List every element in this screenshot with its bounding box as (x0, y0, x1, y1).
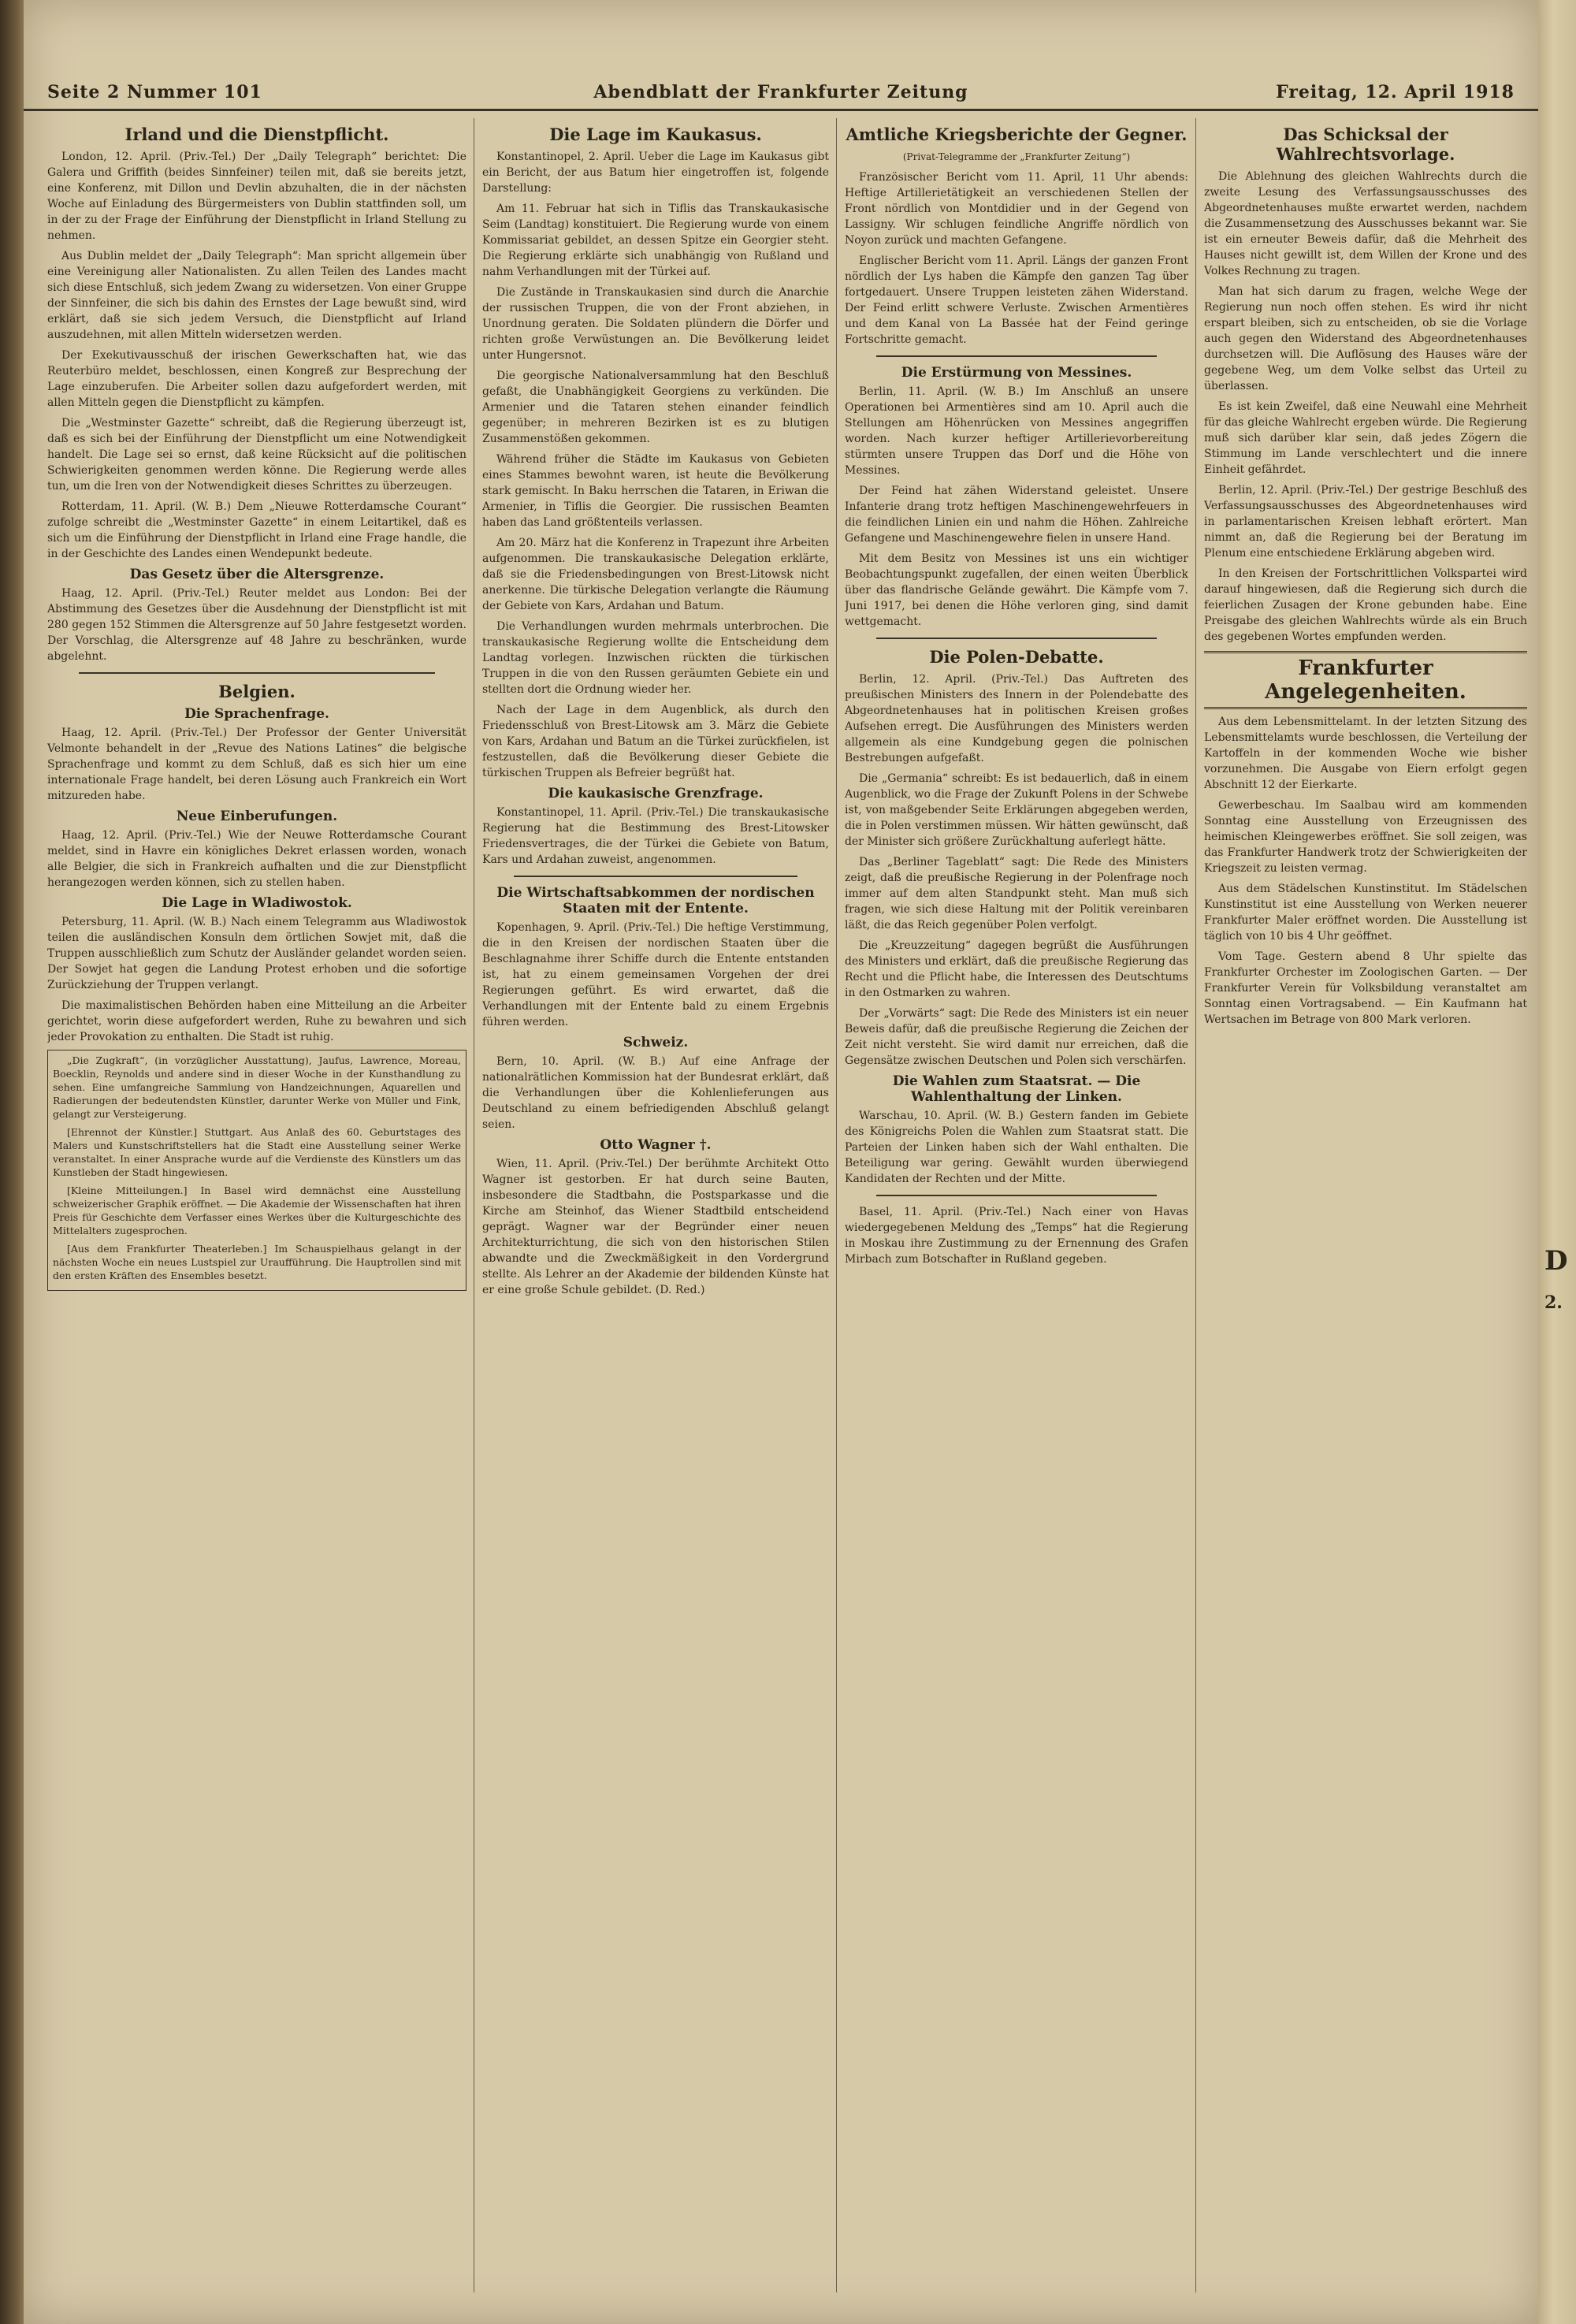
article-paragraph: Vom Tage. Gestern abend 8 Uhr spielte das Frankfurter Orchester im Zoologischen Garten. — Der Frankfurter Verein für Volksbildung veranstaltet am Sonntag einen Vortragsabend. — Ein Kaufmann hat Wertsachen im Betrage von 800 Mark verloren. (1204, 950, 1527, 1026)
article-paragraph: Aus Dublin meldet der „Daily Telegraph“: Man spricht allgemein über eine Vereinigung aller Nationalisten. Zu allen Teilen des Landes macht sich diese Entschluß, sich jedem Zwang zu widersetzen. Von einer Gruppe der Sinnfeiner, die sich bis dahin des Ernstes der Lage bewußt sind, wird erklärt, daß sie sich jedem Versuch, die Dienstpflicht auf Irland auszudehnen, mit allen Mitteln widersetzen werden. (47, 250, 466, 341)
article-headline: Die Polen-Debatte. (929, 647, 1104, 667)
article-paragraph: Mit dem Besitz von Messines ist uns ein wichtiger Beobachtungspunkt zugefallen, der einen weiten Überblick über das flandrische Gelände gewährt. Die Kämpfe vom 7. Juni 1917, bei denen die Höhe verloren ging, sind damit wettgemacht. (845, 552, 1188, 628)
article-paragraph: Die „Germania“ schreibt: Es ist bedauerlich, daß in einem Augenblick, wo die Frage der Zukunft Polens in der Schwebe ist, von maßgebender Seite Erklärungen abgegeben werden, die in Polen verstimmen müssen. Wir hätten gewünscht, daß der Minister sich größere Zurückhaltung auferlegt hätte. (845, 772, 1188, 848)
separator (876, 1195, 1157, 1196)
article-dateline: (Privat-Telegramme der „Frankfurter Zeitung“) (902, 151, 1131, 162)
column-1 (47, 118, 466, 2292)
article-paragraph: Rotterdam, 11. April. (W. B.) Dem „Nieuwe Rotterdamsche Courant“ zufolge schreibt die „Westminster Gazette“ in einem Leitartikel, daß es sich um die Einführung der Dienstpflicht in Irland eine Frage handle, die in der Geschichte des Landes einen Wendepunkt bedeute. (47, 500, 466, 560)
article-paragraph: Aus dem Städelschen Kunstinstitut. Im Städelschen Kunstinstitut ist eine Ausstellung von Werken neuerer Frankfurter Maler eröffnet worden. Die Ausstellung ist täglich von 10 bis 4 Uhr geöffnet. (1204, 883, 1527, 943)
article-paragraph: Der Feind hat zähen Widerstand geleistet. Unsere Infanterie drang trotz heftigen Maschinengewehrfeuers in die feindlichen Linien ein und nahm die Höhen. Zahlreiche Gefangene und Maschinengewehre fielen in unsere Hand. (845, 485, 1188, 545)
article-headline: Belgien. (218, 682, 296, 701)
article-paragraph: Das „Berliner Tageblatt“ sagt: Die Rede des Ministers zeigt, daß die preußische Regierung in der Polenfrage noch immer auf dem alten Standpunkt steht. Man muß sich fragen, wie sich diese Haltung mit der Politik vereinbaren läßt, die das Reich gegenüber Polen verfolgt. (845, 856, 1188, 931)
column-2 (482, 118, 829, 2292)
article-paragraph: London, 12. April. (Priv.-Tel.) Der „Daily Telegraph“ berichtet: Die Galera und Griffith (beides Sinnfeiner) teilen mit, daß sie bereits jetzt, eine Konferenz, mit Dillon und Devlin abzuhalten, die in der nächsten Woche auf Einladung des Bürgermeisters von Dublin stattfinden soll, um in der zu der Frage der Einführung der Dienstpflicht in Irland Stellung zu nehmen. (47, 151, 466, 242)
article-paragraph: Haag, 12. April. (Priv.-Tel.) Der Professor der Genter Universität Velmonte behandelt in der „Revue des Nations Latines“ die belgische Sprachenfrage und kommt zu dem Schluß, daß es sich hier um eine internationale Frage handelt, bei deren Lösung auch Frankreich ein Wort mitzureden habe. (47, 727, 466, 802)
article-headline: Amtliche Kriegsberichte der Gegner. (846, 125, 1188, 144)
book-binding (0, 0, 24, 2324)
adjacent-page-fragment: D (1544, 1245, 1568, 1277)
article-headline: Schweiz. (623, 1035, 689, 1050)
newspaper-page (24, 0, 1538, 2324)
article-headline: Otto Wagner †. (600, 1137, 712, 1153)
separator (876, 355, 1157, 357)
article-paragraph: Konstantinopel, 2. April. Ueber die Lage im Kaukasus gibt ein Bericht, der aus Batum hier eingetroffen ist, folgende Darstellung: (482, 151, 829, 195)
article-paragraph: Der Exekutivausschuß der irischen Gewerkschaften hat, wie das Reuterbüro meldet, beschlossen, einen Kongreß zur Besprechung der Lage einzuberufen. Die Arbeiter sollen dazu aufgefordert werden, mit allen Mitteln gegen die Dienstpflicht zu kämpfen. (47, 349, 466, 409)
article-subheadline: Neue Einberufungen. (176, 809, 338, 824)
feuilleton-paragraph: „Die Zugkraft“, (in vorzüglicher Ausstattung), Jaufus, Lawrence, Moreau, Boecklin, Reynolds und andere sind in dieser Woche in der Kunsthandlung zu sehen. Eine umfangreiche Sammlung von Handzeichnungen, Aquarellen und Radierungen der bedeutendsten Künstler, darunter Werke von Müller und Fink, gelangt zur Versteigerung. (53, 1054, 461, 1120)
article-paragraph: Französischer Bericht vom 11. April, 11 Uhr abends: Heftige Artillerietätigkeit an verschiedenen Stellen der Front nördlich von Montdidier und in der Gegend von Lassigny. Wir schlugen feindliche Angriffe nördlich von Noyon zurück und machten Gefangene. (845, 171, 1188, 247)
feuilleton-paragraph: [Kleine Mitteilungen.] In Basel wird demnächst eine Ausstellung schweizerischer Graphik eröffnet. — Die Akademie der Wissenschaften hat ihren Preis für Geschichte dem Verfasser eines Werkes über die Kulturgeschichte des Mittelalters zugesprochen. (53, 1184, 461, 1236)
feuilleton-box (47, 1050, 466, 1291)
header-date: Freitag, 12. April 1918 (1276, 82, 1515, 102)
feuilleton-paragraph: [Aus dem Frankfurter Theaterleben.] Im Schauspielhaus gelangt in der nächsten Woche ein neues Lustspiel zur Uraufführung. Die Hauptrollen sind mit den ersten Kräften des Ensembles besetzt. (53, 1243, 461, 1281)
article-paragraph: Konstantinopel, 11. April. (Priv.-Tel.) Die transkaukasische Regierung hat die Bestimmung des Brest-Litowsker Friedensvertrages, die der Türkei die Gebiete von Batum, Kars und Ardahan zuweist, angenommen. (482, 806, 829, 866)
article-paragraph: Der „Vorwärts“ sagt: Die Rede des Ministers ist ein neuer Beweis dafür, daß die preußische Regierung die Zeichen der Zeit nicht versteht. Sie wird damit nur erreichen, daß die Gegensätze zwischen Deutschen und Polen sich verschärfen. (845, 1007, 1188, 1067)
article-paragraph: Wien, 11. April. (Priv.-Tel.) Der berühmte Architekt Otto Wagner ist gestorben. Er hat durch seine Bauten, insbesondere die Stadtbahn, die Postsparkasse und die Kirche am Steinhof, das Wiener Stadtbild entscheidend geprägt. Wagner war der Begründer einer neuen Architekturrichtung, die sich von den historischen Stilen abwandte und die Zweckmäßigkeit in den Vordergrund stellte. Als Lehrer an der Akademie der bildenden Künste hat er eine große Schule gebildet. (D. Red.) (482, 1158, 829, 1296)
article-paragraph: Kopenhagen, 9. April. (Priv.-Tel.) Die heftige Verstimmung, die in den Kreisen der nordischen Staaten über die Beschlagnahme ihrer Schiffe durch die Entente entstanden ist, hat zu einem gemeinsamen Vorgehen der drei Regierungen geführt. Es wird erwartet, daß die Verhandlungen mit der Entente bald zu einem Ergebnis führen werden. (482, 921, 829, 1028)
feuilleton-paragraph: [Ehrennot der Künstler.] Stuttgart. Aus Anlaß des 60. Geburtstages des Malers und Kunstschriftstellers hat die Stadt eine Ausstellung seiner Werke veranstaltet. In einer Ansprache wurde auf die Verdienste des Künstlers um das Kunstleben der Stadt hingewiesen. (53, 1126, 461, 1178)
article-headline: Das Schicksal der Wahlrechtsvorlage. (1276, 125, 1455, 164)
article-headline: Irland und die Dienstpflicht. (125, 125, 389, 144)
article-paragraph: Berlin, 12. April. (Priv.-Tel.) Das Auftreten des preußischen Ministers des Innern in der Polendebatte des Abgeordnetenhauses hat in politischen Kreisen großes Aufsehen erregt. Die Ausführungen des Ministers werden allgemein als eine Kundgebung gegen die polnischen Bestrebungen aufgefaßt. (845, 673, 1188, 764)
article-subheadline: Die Sprachenfrage. (184, 706, 329, 722)
article-paragraph: Die Zustände in Transkaukasien sind durch die Anarchie der russischen Truppen, die von der Front abziehen, in Unordnung geraten. Die Soldaten plündern die Dörfer und richten große Verwüstungen an. Die Bevölkerung leidet unter Hungersnot. (482, 286, 829, 362)
article-paragraph: Die „Kreuzzeitung“ dagegen begrüßt die Ausführungen des Ministers und erklärt, daß die preußische Regierung das Recht und die Pflicht habe, die Interessen des Deutschtums in den Ostmarken zu wahren. (845, 939, 1188, 999)
article-paragraph: In den Kreisen der Fortschrittlichen Volkspartei wird darauf hingewiesen, daß die Regierung sich durch die feierlichen Zusagen der Krone gebunden habe. Eine Preisgabe des gleichen Wahlrechts würde als ein Bruch des gegebenen Wortes empfunden werden. (1204, 567, 1527, 643)
article-headline: Die Wirtschaftsabkommen der nordischen Staaten mit der Entente. (496, 885, 815, 917)
article-headline: Die Lage in Wladiwostok. (162, 895, 352, 911)
article-paragraph: Man hat sich darum zu fragen, welche Wege der Regierung nun noch offen stehen. Es wird ihr nicht erspart bleiben, sich zu entscheiden, ob sie die Vorlage auch gegen den Widerstand des Abgeordnetenhauses durchsetzen will. Die Auflösung des Hauses wäre der gegebene Weg, um dem Volke selbst das Urteil zu überlassen. (1204, 285, 1527, 392)
column-4 (1204, 118, 1527, 2292)
separator (79, 672, 435, 674)
article-paragraph: Bern, 10. April. (W. B.) Auf eine Anfrage der nationalrätlichen Kommission hat der Bundesrat erklärt, daß die Verhandlungen über die Kohlenlieferungen aus Deutschland zu einem befriedigenden Abschluß gelangt seien. (482, 1055, 829, 1131)
article-paragraph: Haag, 12. April. (Priv.-Tel.) Wie der Neuwe Rotterdamsche Courant meldet, sind in Havre ein königliches Dekret erlassen worden, wonach alle Belgier, die sich in Frankreich aufhalten und die zur Dienstpflicht herangezogen werden können, sich zu stellen haben. (47, 829, 466, 889)
article-paragraph: Die georgische Nationalversammlung hat den Beschluß gefaßt, die Unabhängigkeit Georgiens zu verkünden. Die Armenier und die Tataren stehen einander feindlich gegenüber; in mehreren Bezirken ist es zu blutigen Zusammenstößen gekommen. (482, 370, 829, 445)
header-issue: Seite 2 Nummer 101 (47, 82, 262, 102)
article-paragraph: Warschau, 10. April. (W. B.) Gestern fanden im Gebiete des Königreichs Polen die Wahlen zum Staatsrat statt. Die Parteien der Linken haben sich der Wahl enthalten. Die Beteiligung war gering. Gewählt wurden überwiegend Kandidaten der Rechten und der Mitte. (845, 1110, 1188, 1185)
article-headline: Die Wahlen zum Staatsrat. — Die Wahlenthaltung der Linken. (892, 1073, 1141, 1105)
column-rule (836, 118, 837, 2292)
article-paragraph: Es ist kein Zweifel, daß eine Neuwahl eine Mehrheit für das gleiche Wahlrecht ergeben würde. Die Regierung muß sich darüber klar sein, daß jedes Zögern die Stimmung im Lande verschlechtert und die innere Einheit gefährdet. (1204, 400, 1527, 476)
article-headline: Die Lage im Kaukasus. (549, 125, 762, 144)
separator (876, 638, 1157, 639)
adjacent-page-edge (1538, 0, 1576, 2324)
column-3 (845, 118, 1188, 2292)
section-headline: Frankfurter Angelegenheiten. (1204, 651, 1527, 709)
article-paragraph: Haag, 12. April. (Priv.-Tel.) Reuter meldet aus London: Bei der Abstimmung des Gesetzes über die Ausdehnung der Dienstpflicht ist mit 280 gegen 152 Stimmen die Altersgrenze auf 50 Jahre festgesetzt worden. Der Vorschlag, die Altersgrenze auf 48 Jahre zu beschränken, wurde abgelehnt. (47, 587, 466, 663)
article-paragraph: Englischer Bericht vom 11. April. Längs der ganzen Front nördlich der Lys haben die Kämpfe den ganzen Tag über fortgedauert. Unsere Truppen leisteten zähen Widerstand. Der Feind erlitt schwere Verluste. Zwischen Armentières und dem Kanal von La Bassée hat der Feind geringe Fortschritte gemacht. (845, 255, 1188, 346)
article-headline: Die kaukasische Grenzfrage. (548, 786, 764, 801)
article-paragraph: Berlin, 11. April. (W. B.) Im Anschluß an unsere Operationen bei Armentières sind am 10. April auch die Stellungen am Höhenrücken von Messines angegriffen worden. Nach kurzer heftiger Artillerievorbereitung stürmten unsere Truppen das Dorf und die Höhe von Messines. (845, 385, 1188, 477)
article-paragraph: Nach der Lage in dem Augenblick, als durch den Friedensschluß von Brest-Litowsk am 3. März die Gebiete von Kars, Ardahan und Batum an die Türkei zurückfielen, ist festzustellen, daß die Bevölkerung dieser Gebiete die türkischen Truppen als Befreier begrüßt hat. (482, 704, 829, 779)
adjacent-page-fragment: 2. (1544, 1292, 1563, 1313)
article-paragraph: Basel, 11. April. (Priv.-Tel.) Nach einer von Havas wiedergegebenen Meldung des „Temps“ hat die Regierung in Moskau ihre Zustimmung zu der Ernennung des Grafen Mirbach zum Botschafter in Rußland gegeben. (845, 1206, 1188, 1266)
article-headline: Das Gesetz über die Altersgrenze. (129, 567, 385, 582)
article-paragraph: Gewerbeschau. Im Saalbau wird am kommenden Sonntag eine Ausstellung von Erzeugnissen des heimischen Kleingewerbes eröffnet. Sie soll zeigen, was das Frankfurter Handwerk trotz der Schwierigkeiten der Kriegszeit zu leisten vermag. (1204, 799, 1527, 875)
article-paragraph: Die Verhandlungen wurden mehrmals unterbrochen. Die transkaukasische Regierung wollte die Entscheidung dem Landtag vorlegen. Inzwischen rückten die türkischen Truppen in die von den Russen geräumten Gebiete ein und stellten dort die Ordnung wieder her. (482, 620, 829, 696)
article-paragraph: Die Ablehnung des gleichen Wahlrechts durch die zweite Lesung des Verfassungsausschusses des Abgeordnetenhauses mußte erwartet werden, nachdem die Zusammensetzung des Ausschusses bekannt war. Sie ist ein erneuter Beweis dafür, daß die Mehrheit des Hauses nicht gewillt ist, dem Willen der Krone und des Volkes Rechnung zu tragen. (1204, 170, 1527, 277)
article-paragraph: Am 20. März hat die Konferenz in Trapezunt ihre Arbeiten aufgenommen. Die transkaukasische Delegation erklärte, daß sie die Friedensbedingungen von Brest-Litowsk nicht anerkenne. Die türkische Delegation verlangte die Räumung der Gebiete von Kars, Ardahan und Batum. (482, 537, 829, 612)
article-headline: Die Erstürmung von Messines. (901, 365, 1132, 381)
article-paragraph: Die „Westminster Gazette“ schreibt, daß die Regierung überzeugt ist, daß es sich bei der Einführung der Dienstpflicht um eine Notwendigkeit handelt. Die Lage sei so ernst, daß keine Rücksicht auf die politischen Schwierigkeiten genommen werden könne. Die Regierung werde alles tun, um die Iren von der Notwendigkeit dieses Schrittes zu überzeugen. (47, 417, 466, 493)
header-masthead: Abendblatt der Frankfurter Zeitung (593, 82, 968, 102)
article-paragraph: Berlin, 12. April. (Priv.-Tel.) Der gestrige Beschluß des Verfassungsausschusses des Abgeordnetenhauses wird in parlamentarischen Kreisen lebhaft erörtert. Man nimmt an, daß die Regierung bei der Beratung im Plenum eine entschiedene Erklärung abgeben wird. (1204, 484, 1527, 560)
page-header (24, 77, 1538, 111)
article-paragraph: Aus dem Lebensmittelamt. In der letzten Sitzung des Lebensmittelamts wurde beschlossen, die Verteilung der Kartoffeln in der kommenden Woche wie bisher vorzunehmen. Die Ausgabe von Eiern erfolgt gegen Abschnitt 12 der Eierkarte. (1204, 716, 1527, 791)
article-paragraph: Die maximalistischen Behörden haben eine Mitteilung an die Arbeiter gerichtet, worin diese aufgefordert werden, Ruhe zu bewahren und sich jeder Provokation zu enthalten. Die Stadt ist ruhig. (47, 999, 466, 1043)
column-rule (1195, 118, 1196, 2292)
separator (514, 876, 797, 877)
article-paragraph: Am 11. Februar hat sich in Tiflis das Transkaukasische Seim (Landtag) konstituiert. Die Regierung wurde von einem Kommissariat gebildet, an dessen Spitze ein Georgier steht. Die Regierung erklärte sich unabhängig von Rußland und nahm Verhandlungen mit der Türkei auf. (482, 203, 829, 278)
article-paragraph: Während früher die Städte im Kaukasus von Gebieten eines Stammes bewohnt waren, ist heute die Bevölkerung stark gemischt. In Baku herrschen die Tataren, in Eriwan die Armenier, in Tiflis die Georgier. Die russischen Beamten haben das Land größtenteils verlassen. (482, 453, 829, 529)
article-paragraph: Petersburg, 11. April. (W. B.) Nach einem Telegramm aus Wladiwostok teilen die ausländischen Konsuln dem örtlichen Sowjet mit, daß die Truppen ausschließlich zum Schutz der Ausländer gelandet worden seien. Der Sowjet hat gegen die Landung Protest erhoben und die sofortige Zurückziehung der Truppen verlangt. (47, 916, 466, 991)
